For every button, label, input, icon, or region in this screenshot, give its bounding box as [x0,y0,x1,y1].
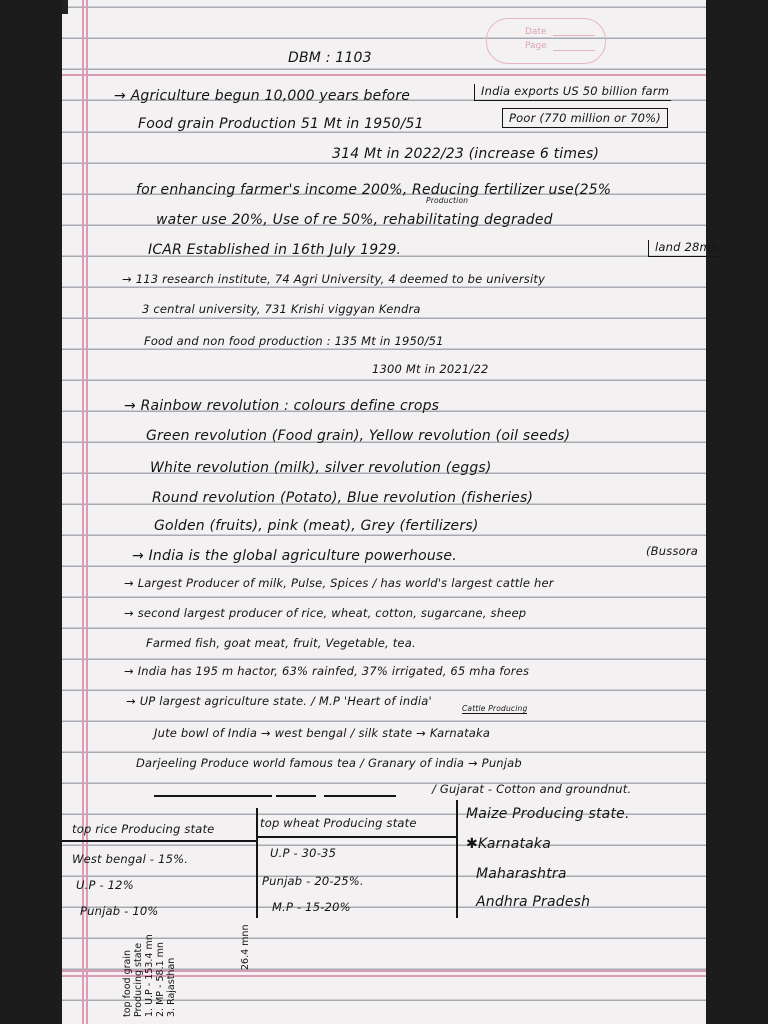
note-line: → Rainbow revolution : colours define crops [124,398,440,414]
note-line: → India has 195 m hactor, 63% rainfed, 37% irrigated, 65 mha fores [124,664,530,678]
production-superscript: Production [426,196,469,205]
note-line: Golden (fruits), pink (meat), Grey (fertilizers) [154,518,479,534]
note-line: / Gujarat - Cotton and groundnut. [432,782,632,796]
table-divider [256,808,258,918]
table-header-rule [256,836,456,838]
page-label: Page [525,41,547,51]
cattle-superscript: Cattle Producing [462,704,528,713]
strikethrough [276,795,316,797]
vertical-grain-value: 26.4 mnn [240,924,251,970]
page-code: DBM : 1103 [288,50,372,66]
rice-row: West bengal - 15%. [72,852,189,866]
wheat-row: U.P - 30-35 [270,846,337,860]
note-line: 1300 Mt in 2021/22 [372,362,489,376]
note-line: for enhancing farmer's income 200%, Reducing fertilizer use(25% [136,182,612,198]
wheat-row: Punjab - 20-25%. [262,874,364,888]
note-line: Food grain Production 51 Mt in 1950/51 [138,116,424,132]
table-divider [456,800,458,918]
note-line: Green revolution (Food grain), Yellow revolution (oil seeds) [146,428,571,444]
maize-row: Andhra Pradesh [476,894,591,910]
note-line: 314 Mt in 2022/23 (increase 6 times) [332,146,600,162]
note-line: Jute bowl of India → west bengal / silk state → Karnataka [154,726,491,740]
top-margin-line [62,74,706,76]
note-line: Round revolution (Potato), Blue revolution (fisheries) [152,490,534,506]
wheat-row: M.P - 15-20% [272,900,351,914]
note-line: White revolution (milk), silver revolution (eggs) [150,460,492,476]
rice-row: U.P - 12% [76,878,134,892]
rice-header: top rice Producing state [72,822,215,836]
left-margin-line [82,0,84,1024]
note-line: → second largest producer of rice, wheat, cotton, sugarcane, sheep [124,606,527,620]
note-line: Farmed fish, goat meat, fruit, Vegetable, tea. [146,636,416,650]
vertical-grain-note: top food grain Producing state 1. U.P - 153.4 mn 2. MP - 58.1 mn 3. Rajasthan [122,934,177,1017]
note-line: Darjeeling Produce world famous tea / Granary of india → Punjab [136,756,522,770]
land-note: land 28mh [648,240,720,257]
strikethrough [154,795,272,797]
star-mark: ✱ [466,836,478,852]
maize-row: Karnataka [478,836,552,852]
maize-row: Maharashtra [476,866,567,882]
date-page-box [486,18,606,64]
note-line: → 113 research institute, 74 Agri University, 4 deemed to be university [122,272,546,286]
note-line: water use 20%, Use of re 50%, rehabilitating degraded [156,212,553,228]
note-line: → India is the global agriculture powerhouse. [132,548,457,564]
page-corner [62,0,68,14]
note-line: → Agriculture begun 10,000 years before [114,88,411,104]
strikethrough [324,795,396,797]
date-label: Date [525,27,547,37]
bussora-note: (Bussora [646,544,699,558]
left-margin-line-2 [86,0,88,1024]
note-line: → Largest Producer of milk, Pulse, Spices / has world's largest cattle her [124,576,554,590]
poor-note: Poor (770 million or 70%) [502,108,668,128]
maize-header: Maize Producing state. [466,806,630,822]
wheat-header: top wheat Producing state [260,816,417,830]
note-line: ICAR Established in 16th July 1929. [148,242,402,258]
note-line: 3 central university, 731 Krishi viggyan Kendra [142,302,421,316]
rice-row: Punjab - 10% [80,904,159,918]
note-line: → UP largest agriculture state. / M.P 'Heart of india' [126,694,432,708]
notebook-page [62,0,719,1024]
exports-note: India exports US 50 billion farm [474,84,671,101]
note-line: Food and non food production : 135 Mt in 1950/51 [144,334,444,348]
table-header-rule [62,840,256,842]
